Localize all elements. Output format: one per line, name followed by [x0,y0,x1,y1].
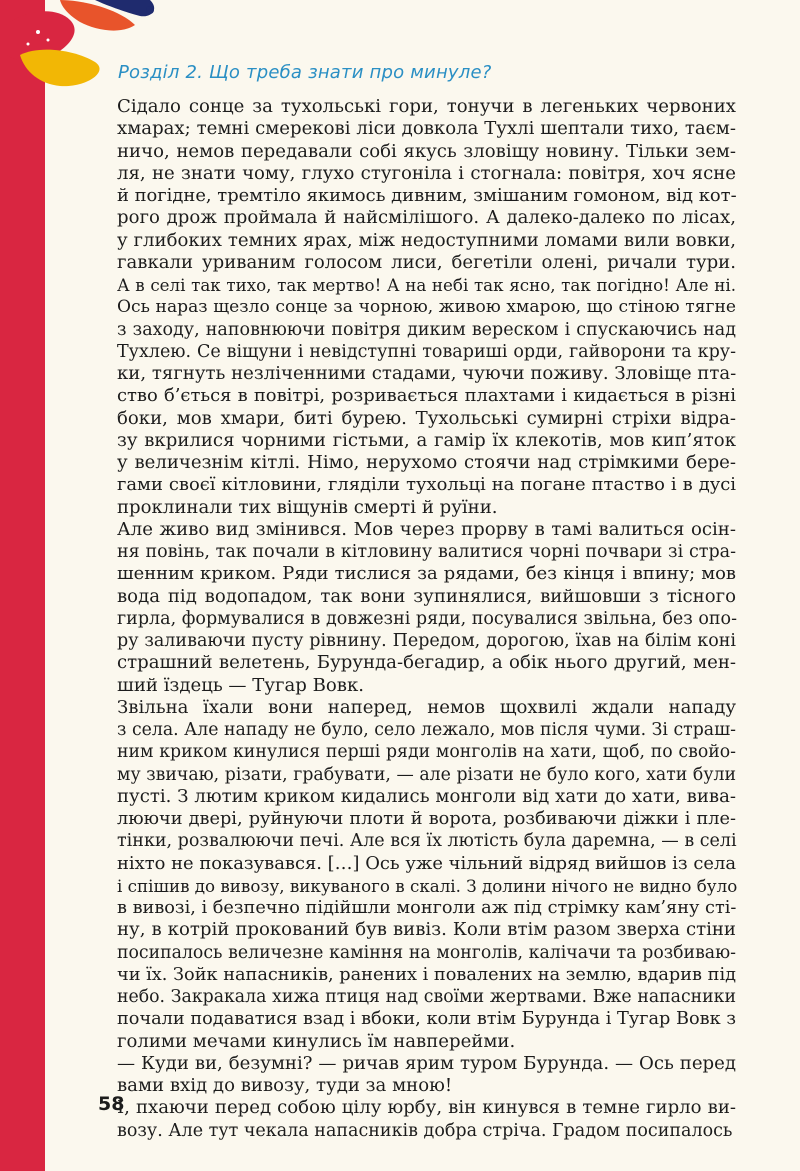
section-title: Розділ 2. Що треба знати про минуле? [118,62,492,83]
main-text [88,96,736,1142]
text-line: рого дрож проймала й найсмілішого. А далеко-далеко по лісах, [117,207,736,229]
text-line: вода під водопадом, так вони зупинялися, вийшовши з тісного [117,585,736,607]
paragraph [88,1097,736,1142]
text-line: ну, в котрій прокований був вивіз. Коли втім разом зверха стіни [117,919,736,941]
text-line: ня повінь, так почали в кітловину валитися чорні почвари зі стра- [117,542,736,562]
left-color-bar [0,0,45,1171]
text-line: — Куди ви, безумні? — ричав ярим туром Бурунда. — Ось перед [117,1052,736,1074]
text-line: А в селі так тихо, так мертво! А на небі так ясно, так погідно! Але ні. [117,275,736,295]
text-line: з заходу, наповнюючи повітря диким вереском і спускаючись над [117,319,736,340]
text-line: ля, не знати чому, глухо стугоніла і стогнала: повітря, хоч ясне [117,162,736,184]
text-line: хмарах; темні смерекові ліси довкола Тухлі шептали тихо, таєм- [117,118,736,140]
text-line: гавкали уриваним голосом лиси, бегетіли олені, ричали тури. [117,251,736,273]
text-line: і спішив до вивозу, викуваного в скалі. З долини нічого не видно було [117,875,738,896]
text-line: ру заливаючи пусту рівнину. Передом, дорогою, їхав на білім коні [117,631,736,651]
text-line: небо. Закракала хижа птиця над своїми жертвами. Вже напасники [117,987,736,1007]
text-line: люючи двері, руйнуючи плоти й ворота, розбиваючи діжки і пле- [117,809,736,829]
paragraph [88,697,736,1053]
text-line: почали подаватися взад і вбоки, коли втім Бурунда і Тугар Вовк з [117,1009,736,1030]
text-line: Ось нараз щезло сонце за чорною, живою хмарою, що стіною тягне [117,297,736,318]
text-line: пусті. З лютим криком кидались монголи від хати до хати, вива- [117,785,736,807]
text-line: Але живо вид змінився. Мов через прорву в тамі валиться осін- [117,518,736,540]
text-line: ничо, немов передавали собі якусь зловіщу новину. Тільки зем- [117,140,736,162]
text-line: у глибоких темних ярах, між недоступними ломами вили вовки, [117,229,736,251]
text-line: Сідало сонце за тухольські гори, тонучи в легеньких червоних [117,96,736,117]
text-line: Тухлею. Се віщуни і невідступні товариші орди, гайворони та кру- [117,341,736,362]
text-line: у величезнім кітлі. Німо, нерухомо стоячи над стрімкими бере- [117,452,736,473]
text-line: І, пхаючи перед собою цілу юрбу, він кинувся в темне гирло ви- [117,1097,736,1119]
paragraph [88,96,736,519]
text-line: му звичаю, різати, грабувати, — але різати не було кого, хати були [117,764,736,785]
paragraph [88,519,736,697]
text-line: в вивозі, і безпечно підійшли монголи аж під стрімку кам’яну сті- [117,898,737,918]
text-line: тінки, розвалюючи печі. Але вся їх лютість була даремна, — в селі [117,831,737,852]
text-line: гирла, формувалися в довжезні ряди, посувалися звільна, без опо- [117,608,738,629]
text-line: шенним криком. Ряди тислися за рядами, без кінця і впину; мов [117,563,736,585]
text-line: з села. Але нападу не було, село лежало, мов після чуми. Зі страш- [117,720,736,740]
text-line: ший їздець — Тугар Вовк. [117,674,365,696]
text-line: страшний велетень, Бурунда-бегадир, а обік нього другий, мен- [117,652,736,674]
text-line: боки, мов хмари, биті бурею. Тухольські сумирні стріхи відра- [117,407,736,429]
text-line: вами вхід до вивозу, туди за мною! [117,1075,453,1096]
text-line: проклинали тих віщунів смерті й руїни. [117,496,498,518]
text-line: возу. Але тут чекала напасників добра стріча. Градом посипалось [117,1120,733,1141]
text-line: ніхто не показувався. […] Ось уже чільний відряд вийшов із села [117,852,736,874]
paragraph [88,1053,736,1098]
text-line: ство б’ється в повітрі, розривається плахтами і кидається в різні [117,385,736,407]
decorative-illustration [0,0,170,110]
text-line: зу вкрилися чорними гістьми, а гамір їх клекотів, мов кип’яток [117,429,736,451]
text-line: посипалось величезне каміння на монголів, калічачи та розбиваю- [117,942,736,963]
text-line: чи їх. Зойк напасників, ранених і повалених на землю, вдарив під [117,964,736,985]
text-line: й погідне, тремтіло якимось дивним, змішаним гомоном, від кот- [117,185,737,206]
text-line: Звільна їхали вони наперед, немов щохвилі ждали нападу [117,696,736,718]
text-line: голими мечами кинулись їм навперейми. [117,1030,516,1052]
text-line: гами своєї кітловини, гляділи тухольці на погане птаство і в дусі [117,474,736,496]
text-line: ки, тягнуть незліченними стадами, чуючи поживу. Зловіще пта- [117,363,737,384]
text-line: ним криком кинулися перші ряди монголів на хати, щоб, по свойо- [117,742,736,763]
page-number: 58 [98,1093,125,1115]
